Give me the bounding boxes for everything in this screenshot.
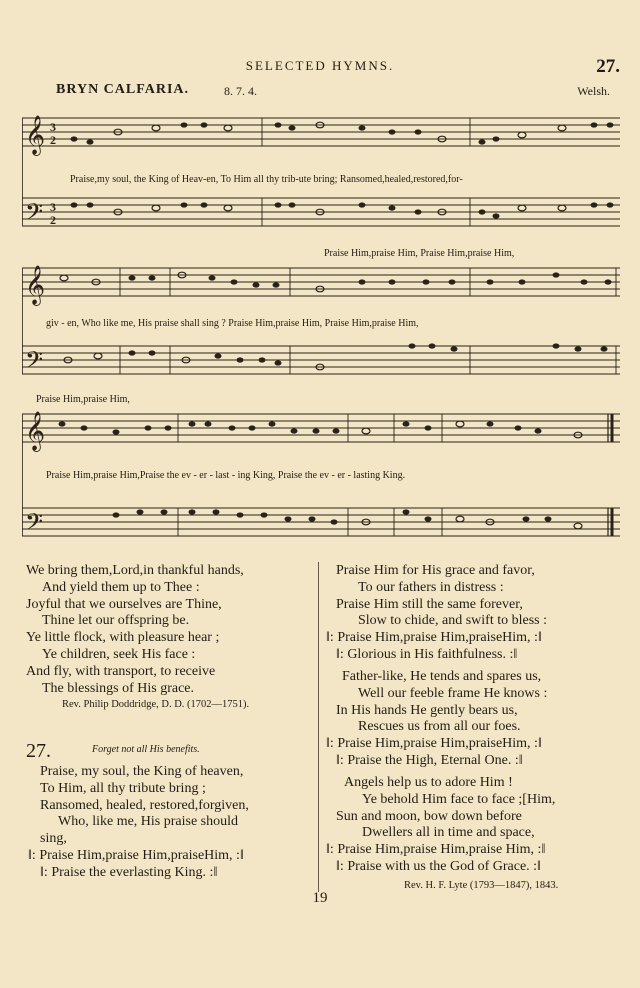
- svg-text:𝄞: 𝄞: [25, 411, 46, 451]
- svg-text:3: 3: [50, 120, 56, 134]
- meter: 8. 7. 4.: [224, 84, 257, 98]
- attribution-doddridge: Rev. Philip Doddridge, D. D. (1702—1751).: [62, 699, 250, 710]
- text-line: sing,: [40, 831, 67, 847]
- text-line: ‖: Praise Him,praise Him,praise Him, :‖: [326, 842, 546, 858]
- right-stanza-c: [326, 775, 555, 876]
- text-line: ‖: Praise Him,praise Him,praiseHim, :‖: [326, 736, 542, 752]
- text-line: ‖: Praise Him,praise Him,praiseHim, :‖: [28, 847, 244, 863]
- right-stanza-b: [326, 669, 547, 770]
- left-stanza-a: [26, 563, 244, 697]
- svg-text:3: 3: [50, 200, 56, 214]
- text-line: Joyful that we ourselves are Thine,: [26, 596, 222, 612]
- text-line: ‖: Praise Him,praise Him,praiseHim, :‖: [326, 630, 542, 646]
- music-system-2: [22, 246, 620, 391]
- text-line: In His hands He gently bears us,: [336, 702, 518, 718]
- svg-text:2: 2: [50, 133, 56, 147]
- text-line: And yield them up to Thee :: [42, 579, 200, 595]
- text-line: To our fathers in distress :: [358, 579, 504, 595]
- svg-text:𝄞: 𝄞: [25, 115, 46, 155]
- text-line: Ye behold Him face to face ;[Him,: [362, 791, 556, 807]
- svg-text:𝄞: 𝄞: [25, 265, 46, 305]
- lyrics-line-1: Praise,my soul, the King of Heav-en, To Him all thy trib-ute bring; Ransomed,healed,restored,for-: [70, 174, 463, 185]
- text-line: Dwellers all in time and space,: [362, 825, 535, 841]
- left-stanza-b: [30, 764, 249, 882]
- text-line: Thine let our offspring be.: [42, 613, 190, 629]
- text-line: Ye children, seek His face :: [42, 646, 196, 662]
- text-line: We bring them,Lord,in thankful hands,: [26, 563, 244, 578]
- column-divider: [318, 562, 319, 892]
- text-line: Angels help us to adore Him !: [344, 775, 513, 790]
- lyrics-line-3: Praise Him,praise Him,Praise the ev - er - last - ing King, Praise the ev - er - lasting King.: [46, 470, 406, 481]
- hymn-number: 27.: [26, 740, 51, 762]
- text-line: Praise Him for His grace and favor,: [336, 563, 535, 578]
- tune-origin: Welsh.: [577, 84, 610, 98]
- hymn-motto: Forget not all His benefits.: [92, 744, 200, 755]
- right-stanza-a: [326, 563, 547, 664]
- lyrics-above-2: Praise Him,praise Him, Praise Him,praise Him,: [324, 248, 515, 259]
- text-line: Who, like me, His praise should: [58, 814, 239, 830]
- text-line: To Him, all thy tribute bring ;: [40, 780, 206, 796]
- text-line: Ye little flock, with pleasure hear ;: [26, 630, 220, 646]
- tune-name: BRYN CALFARIA.: [56, 82, 190, 97]
- music-system-3: [22, 392, 620, 552]
- text-line: Praise, my soul, the King of heaven,: [40, 764, 244, 779]
- svg-text:𝄢: 𝄢: [25, 346, 44, 379]
- text-line: Well our feeble frame He knows :: [358, 685, 548, 701]
- lyrics-line-2: giv - en, Who like me, His praise shall sing ? Praise Him,praise Him, Praise Him,praise Him,: [46, 318, 419, 329]
- attribution-lyte: Rev. H. F. Lyte (1793—1847), 1843.: [404, 880, 559, 891]
- text-line: Rescues us from all our foes.: [358, 719, 521, 735]
- text-line: ‖: Glorious in His faithfulness. :‖: [336, 646, 518, 662]
- music-system-1: [22, 106, 620, 241]
- text-line: The blessings of His grace.: [42, 680, 195, 696]
- text-line: Praise Him still the same forever,: [336, 596, 523, 612]
- text-line: Sun and moon, bow down before: [336, 808, 522, 824]
- text-line: Slow to chide, and swift to bless :: [358, 613, 547, 629]
- text-line: ‖: Praise the everlasting King. :‖: [40, 864, 218, 880]
- svg-text:𝄢: 𝄢: [25, 508, 44, 541]
- text-line: ‖: Praise with us the God of Grace. :‖: [336, 858, 541, 874]
- svg-text:2: 2: [50, 213, 56, 227]
- text-line: And fly, with transport, to receive: [26, 663, 216, 679]
- text-line: Ransomed, healed, restored,forgiven,: [40, 797, 249, 813]
- page-number-bottom: 19: [312, 890, 328, 906]
- page-number-top: 27.: [596, 56, 620, 77]
- lyrics-above-3: Praise Him,praise Him,: [36, 394, 130, 405]
- text-line: ‖: Praise the High, Eternal One. :‖: [336, 752, 523, 768]
- running-head: SELECTED HYMNS.: [245, 58, 395, 73]
- svg-text:𝄢: 𝄢: [25, 198, 44, 231]
- text-line: Father-like, He tends and spares us,: [342, 669, 542, 684]
